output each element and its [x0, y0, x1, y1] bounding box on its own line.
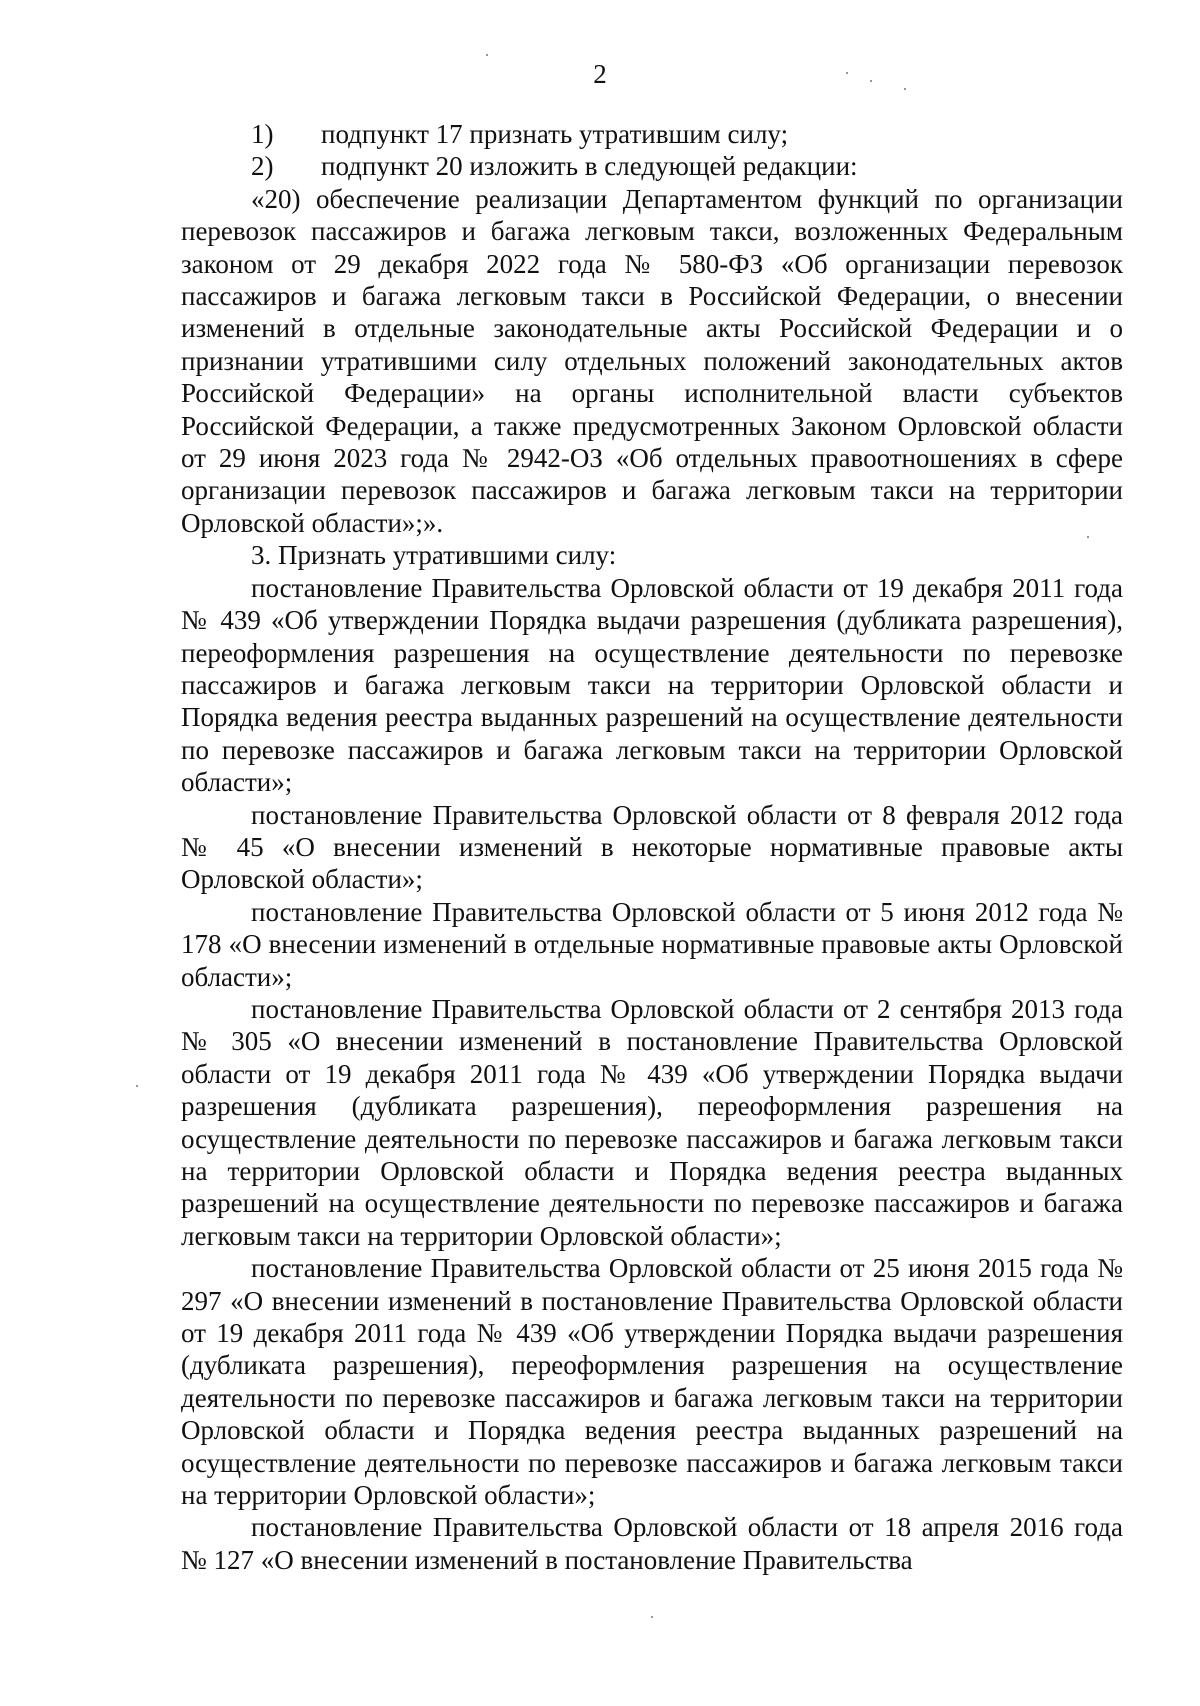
list-item-text: подпункт 20 изложить в следующей редакции:: [321, 151, 858, 182]
repealed-act-paragraph: постановление Правительства Орловской области от 8 февраля 2012 года № 45 «О внесении изменений в некоторые нормативные правовые акты Орловской области»;: [181, 799, 1123, 895]
scan-speck: [651, 1616, 653, 1618]
amendment-quote-paragraph: «20) обеспечение реализации Департаментом функций по организации перевозок пассажиров и багажа легковым такси, возложенных Федеральным законом от 29 декабря 2022 года № 580-ФЗ «Об организации перевозок пассажиров и багажа легковым такси в Российской Федерации, о внесении изменений в отдельные законодательные акты Российской Федерации и о признании утратившими силу отдельных положений законодательных актов Российской Федерации» на органы исполнительной власти субъектов Российской Федерации, а также предусмотренных Законом Орловской области от 29 июня 2023 года № 2942-ОЗ «Об отдельных правоотношениях в сфере организации перевозок пассажиров и багажа легковым такси на территории Орловской области»;».: [181, 183, 1123, 538]
repealed-act-paragraph: постановление Правительства Орловской области от 2 сентября 2013 года № 305 «О внесении изменений в постановление Правительства Орловской области от 19 декабря 2011 года № 439 «Об утверждении Порядка выдачи разрешения (дубликата разрешения), переоформления разрешения на осуществление деятельности по перевозке пассажиров и багажа легковым такси на территории Орловской области и Порядка ведения реестра выданных разрешений на осуществление деятельности по перевозке пассажиров и багажа легковым такси на территории Орловской области»;: [181, 993, 1123, 1251]
list-item: [181, 150, 1123, 182]
list-item-text: подпункт 17 признать утратившим силу;: [321, 119, 789, 149]
repealed-act-paragraph: постановление Правительства Орловской области от 18 апреля 2016 года № 127 «О внесении изменений в постановление Правительства: [181, 1512, 1123, 1575]
scan-speck: [1087, 536, 1089, 538]
repealed-act-paragraph: постановление Правительства Орловской области от 19 декабря 2011 года № 439 «Об утверждении Порядка выдачи разрешения (дубликата разрешения), переоформления разрешения на осуществление деятельности по перевозке пассажиров и багажа легковым такси на территории Орловской области и Порядка ведения реестра выданных разрешений на осуществление деятельности по перевозке пассажиров и багажа легковым такси на территории Орловской области»;: [181, 572, 1123, 798]
scan-speck: [136, 1085, 138, 1087]
scan-speck: [846, 72, 848, 74]
repealed-act-paragraph: постановление Правительства Орловской области от 5 июня 2012 года № 178 «О внесении изменений в отдельные нормативные правовые акты Орловской области»;: [181, 896, 1123, 992]
page-number: 2: [593, 59, 607, 89]
document-body: [181, 118, 1123, 1576]
list-item-number: 1): [251, 119, 274, 149]
repealed-act-paragraph: постановление Правительства Орловской области от 25 июня 2015 года № 297 «О внесении изменений в постановление Правительства Орловской области от 19 декабря 2011 года № 439 «Об утверждении Порядка выдачи разрешения (дубликата разрешения), переоформления разрешения на осуществление деятельности по перевозке пассажиров и багажа легковым такси на территории Орловской области и Порядка ведения реестра выданных разрешений на осуществление деятельности по перевозке пассажиров и багажа легковым такси на территории Орловской области»;: [181, 1253, 1123, 1511]
section-heading-paragraph: 3. Признать утратившими силу:: [251, 540, 617, 571]
scan-speck: [904, 88, 906, 90]
scan-speck: [486, 54, 488, 56]
list-item: [181, 118, 1123, 150]
list-item-number: 2): [251, 151, 274, 182]
scan-speck: [870, 80, 872, 82]
